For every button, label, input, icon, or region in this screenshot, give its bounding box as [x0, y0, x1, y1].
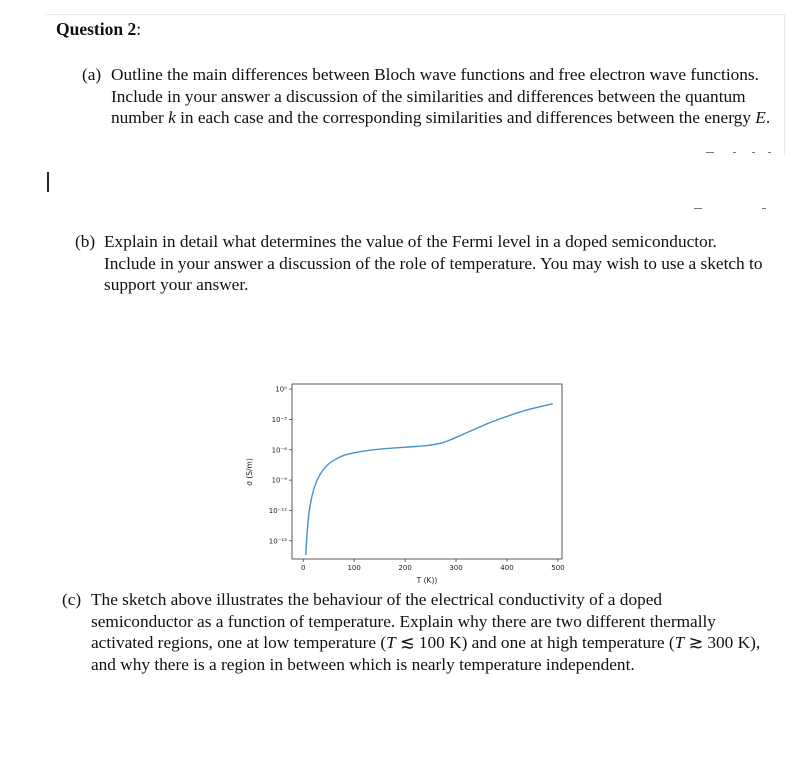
part-c [62, 589, 762, 675]
x-axis [301, 559, 565, 572]
part-c-label: (c) [62, 590, 82, 609]
conductivity-curve [306, 404, 553, 555]
part-b-label: (b) [75, 232, 96, 251]
x-tick-label: 400 [500, 564, 514, 572]
plot-frame [292, 384, 562, 559]
y-axis-label: σ (S/m) [245, 458, 254, 486]
y-tick-label: 10⁻⁶ [271, 446, 287, 455]
part-a-text: Outline the main differences between Bloch wave functions and free electron wave functions. Include in your answer a discussion of the similarities and differences between the quantum number k in each case and the corresponding similarities and differences between the energy E. [111, 65, 771, 128]
x-tick-label: 0 [300, 564, 306, 572]
y-tick-label: 10⁻⁹ [271, 476, 287, 485]
x-tick-label: 500 [551, 564, 565, 572]
part-c-text: The sketch above illustrates the behaviour of the electrical conductivity of a doped semiconductor as a function of temperature. Explain why there are two different thermally activated regions, one at low temperature (T ≲ 100 K) and one at high temperature (T ≳ 300 K), and why there is a region in between which is nearly temperature independent. [91, 590, 761, 674]
y-tick-label: 10⁻³ [271, 415, 287, 424]
y-tick-label: 10⁰ [275, 385, 287, 394]
y-tick-label: 10⁻¹² [268, 506, 287, 515]
x-tick-label: 100 [347, 564, 361, 572]
x-tick-label: 300 [449, 564, 463, 572]
x-axis-label: T (K)) [416, 576, 438, 585]
part-b-text: Explain in detail what determines the value of the Fermi level in a doped semiconductor. Include in your answer a discussion of the role of temperature. You may wish to use a sketch to support your answer. [104, 232, 763, 295]
y-axis [269, 386, 292, 546]
y-tick-label: 10⁻¹⁵ [268, 537, 287, 546]
question-title: Question 2: [56, 19, 142, 39]
x-tick-label: 200 [398, 564, 412, 572]
part-a-label: (a) [82, 65, 102, 84]
